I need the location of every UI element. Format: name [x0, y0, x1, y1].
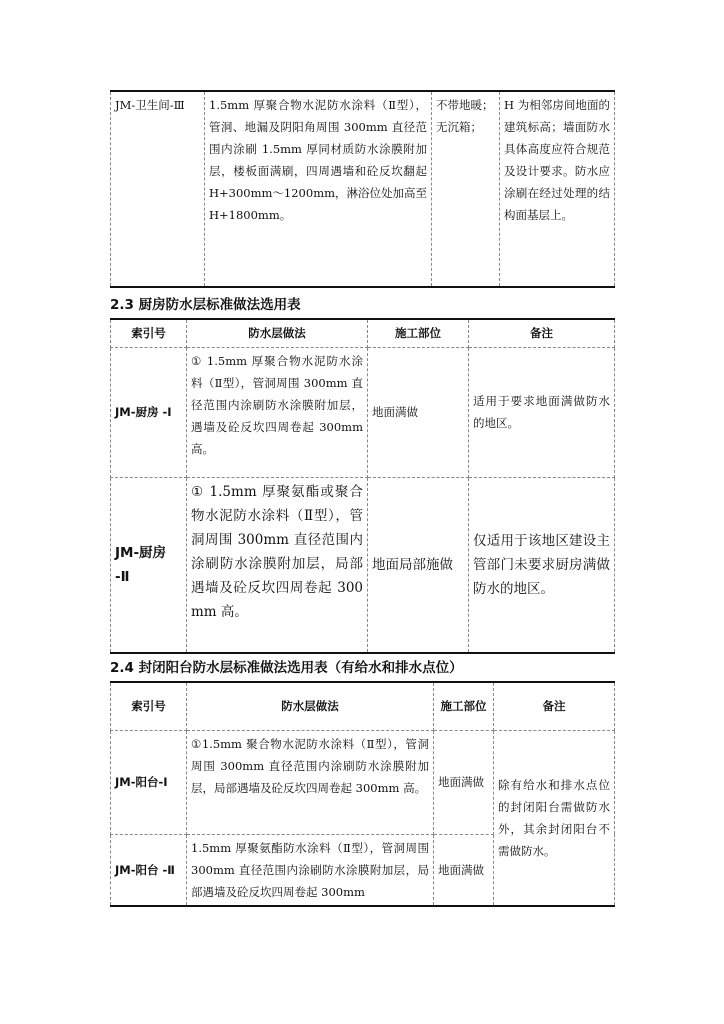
index-cell: JM-厨房 -Ⅰ: [111, 347, 187, 477]
location-cell: 地面满做: [434, 730, 494, 834]
header-index: 索引号: [111, 682, 187, 730]
index-cell: JM-厨房 -Ⅱ: [111, 477, 187, 653]
method-cell: 1.5mm 厚聚氨酯防水涂料（Ⅱ型），管洞周围 300mm 直径范围内涂刷防水涂膜附加层，局部遇墙及砼反坎四周卷起 300mm: [187, 834, 434, 906]
table-row: [111, 91, 615, 287]
header-index: 索引号: [111, 319, 187, 347]
header-remark: 备注: [494, 682, 615, 730]
header-method: 防水层做法: [187, 319, 368, 347]
remark-cell: H 为相邻房间地面的建筑标高；墙面防水具体高度应符合规范及设计要求。防水应涂刷在经过处理的结构面基层上。: [500, 91, 615, 287]
header-location: 施工部位: [434, 682, 494, 730]
table-row: [111, 347, 615, 477]
location-cell: 地面满做: [368, 347, 469, 477]
table-row: [111, 477, 615, 653]
kitchen-table: [110, 318, 615, 654]
index-cell: JM-卫生间-Ⅲ: [111, 91, 205, 287]
method-cell: ①1.5mm 聚合物水泥防水涂料（Ⅱ型），管洞周围 300mm 直径范围内涂刷防水涂膜附加层，局部遇墙及砼反坎四周卷起 300mm 高。: [187, 730, 434, 834]
remark-cell: 仅适用于该地区建设主管部门未要求厨房满做防水的地区。: [469, 477, 615, 653]
header-location: 施工部位: [368, 319, 469, 347]
index-cell: JM-阳台-Ⅰ: [111, 730, 187, 834]
index-cell: JM-阳台 -Ⅱ: [111, 834, 187, 906]
location-cell: 地面满做: [434, 834, 494, 906]
table-header-row: [111, 682, 615, 730]
method-cell: ① 1.5mm 厚聚合物水泥防水涂料（Ⅱ型），管洞周围 300mm 直径范围内涂刷防水涂膜附加层，遇墙及砼反坎四周卷起 300mm 高。: [187, 347, 368, 477]
location-cell: 地面局部施做: [368, 477, 469, 653]
header-method: 防水层做法: [187, 682, 434, 730]
balcony-table: [110, 681, 615, 907]
table-row: [111, 730, 615, 834]
header-remark: 备注: [469, 319, 615, 347]
method-cell: 1.5mm 厚聚合物水泥防水涂料（Ⅱ型），管洞、地漏及阴阳角周围 300mm 直径范围内涂刷 1.5mm 厚同材质防水涂膜附加层，楼板面满刷，四周遇墙和砼反坎翻起 H+300mm～1200mm，淋浴位处加高至 H+1800mm。: [205, 91, 432, 287]
location-cell: 不带地暖；无沉箱；: [432, 91, 500, 287]
section-title-kitchen: 2.3 厨房防水层标准做法选用表: [110, 297, 301, 313]
section-title-balcony: 2.4 封闭阳台防水层标准做法选用表（有给水和排水点位）: [110, 660, 463, 676]
remark-cell: 除有给水和排水点位的封闭阳台需做防水外，其余封闭阳台不需做防水。: [494, 730, 615, 906]
method-cell: ① 1.5mm 厚聚氨酯或聚合物水泥防水涂料（Ⅱ型），管洞周围 300mm 直径范围内涂刷防水涂膜附加层，局部遇墙及砼反坎四周卷起 300mm 高。: [187, 477, 368, 653]
bathroom-table-continued: [110, 90, 615, 288]
table-header-row: [111, 319, 615, 347]
remark-cell: 适用于要求地面满做防水的地区。: [469, 347, 615, 477]
